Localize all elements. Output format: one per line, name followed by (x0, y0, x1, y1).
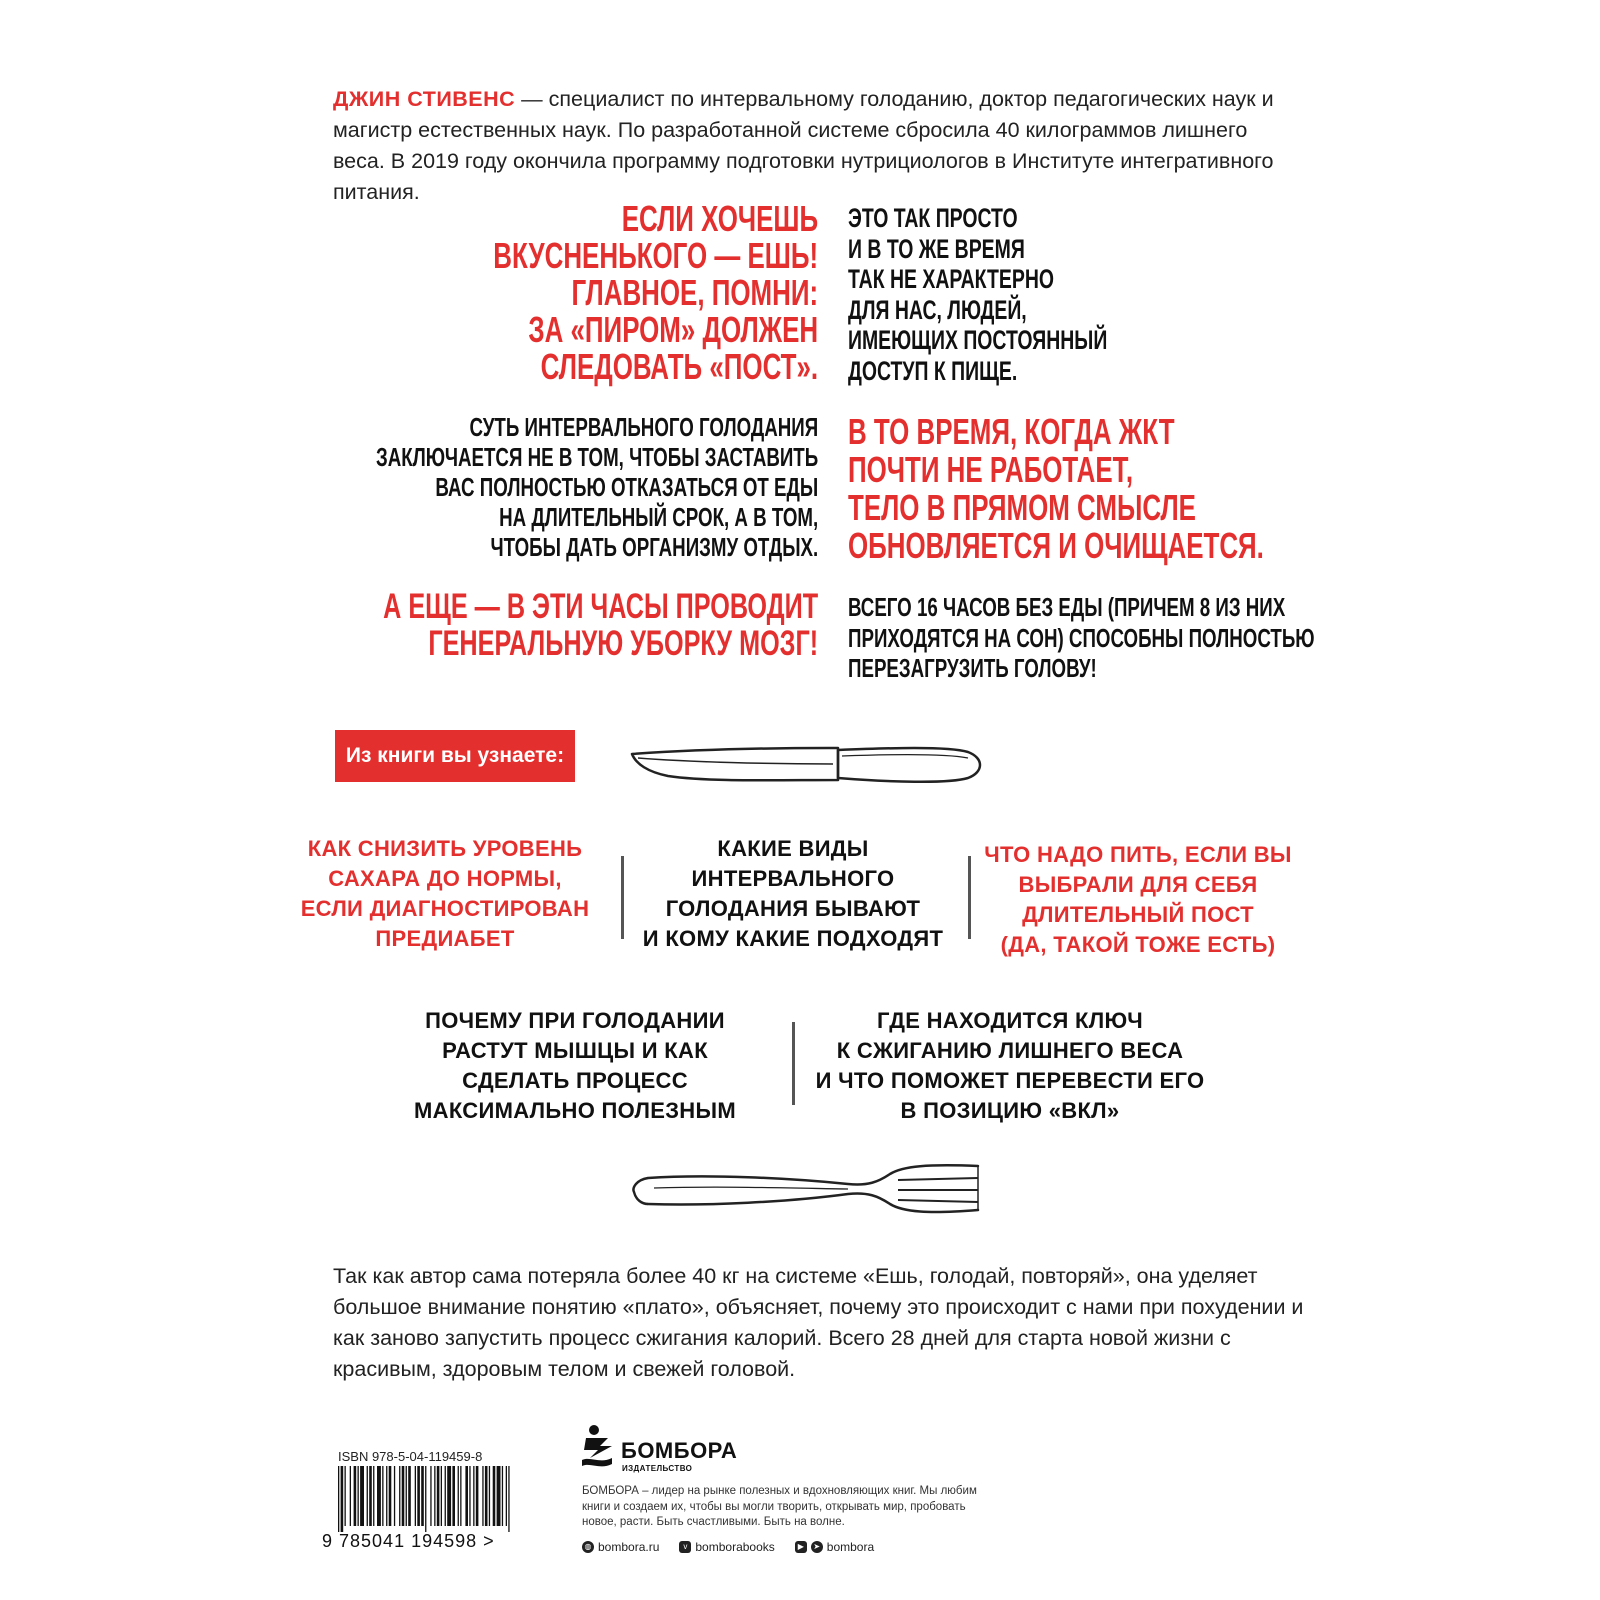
barcode-bar (377, 1466, 381, 1526)
feature-fasting-types (628, 834, 958, 954)
quote-line: ВКУСНЕНЬКОГО — ЕШЬ! (493, 235, 818, 276)
barcode-bar (399, 1466, 400, 1526)
barcode-bar (406, 1466, 407, 1526)
feature-line: СДЕЛАТЬ ПРОЦЕСС (462, 1068, 688, 1093)
quote-line: ЭТО ТАК ПРОСТО (848, 203, 1018, 233)
barcode-bar (354, 1466, 357, 1526)
social-telegram[interactable] (795, 1540, 874, 1554)
barcode-bar (394, 1466, 395, 1526)
feature-line: ГОЛОДАНИЯ БЫВАЮТ (665, 896, 921, 921)
divider (792, 1022, 795, 1105)
barcode-bar (417, 1466, 420, 1526)
barcode-bar (367, 1466, 368, 1526)
fork-icon (628, 1160, 988, 1216)
quote-line: ТЕЛО В ПРЯМОМ СМЫСЛЕ (848, 487, 1196, 528)
quote-line: ПРИХОДЯТСЯ НА СОН) СПОСОБНЫ ПОЛНОСТЬЮ (848, 622, 1315, 653)
feature-line: В ПОЗИЦИЮ «ВКЛ» (900, 1098, 1120, 1123)
barcode-bar (369, 1466, 372, 1526)
author-bio (333, 84, 1283, 208)
barcode-bar (441, 1466, 442, 1526)
barcode-bar (465, 1466, 468, 1526)
publisher-subtitle: ИЗДАТЕЛЬСТВО (622, 1464, 693, 1473)
barcode-bar (345, 1466, 346, 1526)
vk-icon: v (679, 1541, 691, 1553)
social-label: bombora.ru (598, 1540, 660, 1554)
feature-long-fast-drinks (968, 840, 1308, 960)
barcode-bar (485, 1466, 488, 1526)
book-summary: Так как автор сама потеряла более 40 кг на системе «Ешь, голодай, повторяй», она уделяет большое внимание понятию «плато», объясняет, почему это происходит с нами при похудении и как заново запустить процесс сжигания калорий. Всего 28 дней для старта новой жизни с красивым, здоровым телом и свежей головой. (333, 1264, 1304, 1381)
feature-line: ЕСЛИ ДИАГНОСТИРОВАН (300, 896, 590, 921)
barcode-bar (476, 1466, 479, 1526)
feature-line: ДЛИТЕЛЬНЫЙ ПОСТ (1022, 902, 1254, 927)
divider (621, 856, 624, 939)
barcode (336, 1466, 516, 1532)
quote-line: ЕСЛИ ХОЧЕШЬ (621, 198, 818, 239)
barcode-bar (506, 1466, 507, 1526)
quote-line: СУТЬ ИНТЕРВАЛЬНОГО ГОЛОДАНИЯ (469, 412, 818, 442)
barcode-bar (493, 1466, 496, 1526)
quote-16-hours (848, 592, 1315, 684)
isbn-label: ISBN 978-5-04-119459-8 (338, 1449, 483, 1464)
author-name: ДЖИН СТИВЕНС (333, 87, 516, 111)
social-website[interactable] (582, 1540, 659, 1554)
publisher-name: БОМБОРА (621, 1438, 738, 1463)
barcode-bar (508, 1466, 509, 1532)
social-label: bombora (826, 1540, 875, 1554)
barcode-bar (350, 1466, 351, 1526)
quote-line: ЧТОБЫ ДАТЬ ОРГАНИЗМУ ОТДЫХ. (490, 532, 818, 562)
feature-line: И КОМУ КАКИЕ ПОДХОДЯТ (642, 926, 944, 951)
barcode-bar (386, 1466, 387, 1526)
quote-line: ВСЕГО 16 ЧАСОВ БЕЗ ЕДЫ (ПРИЧЕМ 8 ИЗ НИХ (848, 592, 1286, 622)
barcode-bar (434, 1466, 435, 1526)
barcode-bar (402, 1466, 405, 1526)
barcode-bar (415, 1466, 416, 1526)
bombora-logo-icon (580, 1424, 618, 1470)
barcode-bar (482, 1466, 483, 1526)
quote-line: ТАК НЕ ХАРАКТЕРНО (848, 264, 1054, 294)
barcode-bar (341, 1466, 344, 1532)
quote-line: ГЕНЕРАЛЬНУЮ УБОРКУ МОЗГ! (428, 624, 818, 663)
feature-line: (ДА, ТАКОЙ ТОЖЕ ЕСТЬ) (1000, 932, 1276, 957)
quote-line: ОБНОВЛЯЕТСЯ И ОЧИЩАЕТСЯ. (848, 525, 1264, 566)
quote-line: СЛЕДОВАТЬ «ПОСТ». (540, 346, 818, 387)
feature-line: ГДЕ НАХОДИТСЯ КЛЮЧ (877, 1008, 1143, 1033)
quote-line: ИМЕЮЩИХ ПОСТОЯННЫЙ (848, 325, 1108, 355)
barcode-bar (452, 1466, 455, 1526)
feature-line: К СЖИГАНИЮ ЛИШНЕГО ВЕСА (836, 1038, 1184, 1063)
feature-line: ПРЕДИАБЕТ (375, 926, 515, 951)
video-icon: ▶ (795, 1541, 807, 1553)
barcode-bar (338, 1466, 339, 1532)
social-vk[interactable] (679, 1540, 774, 1554)
social-label: bomborabooks (695, 1540, 775, 1554)
feature-line: ПОЧЕМУ ПРИ ГОЛОДАНИИ (425, 1008, 725, 1033)
feature-line: САХАРА ДО НОРМЫ, (328, 866, 562, 891)
quote-line: ВАС ПОЛНОСТЬЮ ОТКАЗАТЬСЯ ОТ ЕДЫ (435, 472, 818, 502)
author-bio-text: — специалист по интервальному голоданию, доктор педагогических наук и магистр естественных наук. По разработанной системе сбросила 40 килограммов лишнего веса. В 2019 году окончила программу подготовки нутрициологов в Институте интегративного питания. (333, 87, 1274, 204)
barcode-bar (497, 1466, 501, 1526)
learn-badge: Из книги вы узнаете: (335, 730, 575, 782)
barcode-bar (489, 1466, 490, 1526)
publisher-description: БОМБОРА – лидер на рынке полезных и вдохновляющих книг. Мы любим книги и создаем их, чтобы вы могли творить, открывать мир, пробовать новое, расти. Быть счастливыми. Быть на волне. (582, 1485, 977, 1528)
quote-line: ЗАКЛЮЧАЕТСЯ НЕ В ТОМ, ЧТОБЫ ЗАСТАВИТЬ (375, 442, 818, 472)
feature-muscles (400, 1006, 750, 1126)
feature-line: КАК СНИЗИТЬ УРОВЕНЬ (307, 836, 583, 861)
quote-line: ГЛАВНОЕ, ПОМНИ: (571, 272, 818, 313)
globe-icon: ◍ (582, 1541, 594, 1553)
feature-sugar (285, 834, 605, 954)
quote-line: А ЕЩЕ — В ЭТИ ЧАСЫ ПРОВОДИТ (383, 587, 818, 626)
barcode-bar (425, 1466, 426, 1532)
barcode-bar (360, 1466, 364, 1526)
quote-feast-fast (493, 200, 818, 385)
publisher-socials (582, 1540, 874, 1554)
barcode-bar (437, 1466, 440, 1526)
barcode-bar (502, 1466, 503, 1526)
barcode-bar (469, 1466, 470, 1526)
feature-weight-key (810, 1006, 1210, 1126)
barcode-bar (430, 1466, 431, 1526)
feature-line: ИНТЕРВАЛЬНОГО (691, 866, 895, 891)
barcode-bar (389, 1466, 392, 1526)
quote-line: И В ТО ЖЕ ВРЕМЯ (848, 233, 1025, 264)
barcode-bar (447, 1466, 451, 1526)
telegram-icon: ➤ (811, 1541, 823, 1553)
barcode-bar (382, 1466, 383, 1526)
quote-line: НА ДЛИТЕЛЬНЫЙ СРОК, А В ТОМ, (498, 502, 818, 532)
quote-line: ЗА «ПИРОМ» ДОЛЖЕН (528, 309, 818, 350)
quote-body-renewal (848, 413, 1264, 565)
barcode-bar (358, 1466, 359, 1526)
barcode-bar (373, 1466, 374, 1526)
quote-line: ПОЧТИ НЕ РАБОТАЕТ, (848, 449, 1134, 490)
quote-line: ДЛЯ НАС, ЛЮДЕЙ, (848, 294, 1027, 325)
quote-line: ПЕРЕЗАГРУЗИТЬ ГОЛОВУ! (848, 653, 1097, 683)
feature-line: КАКИЕ ВИДЫ (717, 836, 869, 861)
knife-icon (628, 742, 988, 788)
barcode-bar (458, 1466, 459, 1526)
barcode-bar (421, 1466, 424, 1526)
quote-brain-cleaning (383, 588, 818, 662)
quote-essence (376, 412, 818, 562)
barcode-bar (445, 1466, 446, 1526)
barcode-bar (408, 1466, 411, 1526)
feature-line: ВЫБРАЛИ ДЛЯ СЕБЯ (1018, 872, 1258, 897)
feature-line: И ЧТО ПОМОЖЕТ ПЕРЕВЕСТИ ЕГО (815, 1068, 1205, 1093)
feature-line: ЧТО НАДО ПИТЬ, ЕСЛИ ВЫ (984, 842, 1292, 867)
barcode-bar (473, 1466, 474, 1526)
feature-line: РАСТУТ МЫШЦЫ И КАК (442, 1038, 708, 1063)
barcode-bar (460, 1466, 461, 1526)
feature-line: МАКСИМАЛЬНО ПОЛЕЗНЫМ (414, 1098, 736, 1123)
quote-simple (848, 203, 1107, 386)
quote-line: В ТО ВРЕМЯ, КОГДА ЖКТ (848, 411, 1175, 452)
barcode-digits: 9 785041 194598 > (322, 1531, 495, 1551)
quote-line: ДОСТУП К ПИЩЕ. (848, 355, 1018, 386)
